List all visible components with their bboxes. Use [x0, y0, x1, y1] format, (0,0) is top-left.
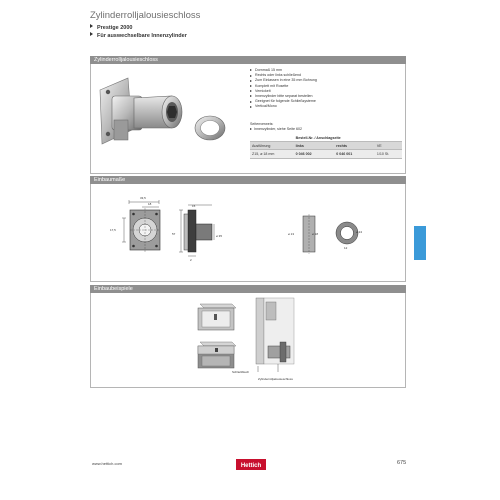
table-row	[250, 150, 402, 158]
cell-ausfuehrung: Z15, ø 18 mm	[250, 150, 294, 158]
feature-item: Zum Einlassen in eine 35 mm Bohrung	[250, 78, 317, 83]
dimension-label: ø 13	[288, 232, 295, 236]
dimension-label: 33,5	[140, 196, 146, 200]
section-header-product	[90, 56, 406, 64]
dimension-drawing-front	[112, 196, 172, 266]
brand-logo-icon	[236, 459, 266, 470]
dimension-label: ø 18	[312, 232, 319, 236]
cell-ve: 1/10 St.	[375, 150, 402, 158]
callout-label: Schließblech	[232, 370, 250, 374]
feature-item: Rechts oder links schließend	[250, 73, 317, 78]
page-number: 675	[397, 460, 407, 466]
section-header-dimensions	[90, 176, 406, 184]
cabinet-closed-illustration	[194, 300, 238, 332]
feature-item: Vernickelt	[250, 89, 317, 94]
dimension-label: 15	[192, 204, 196, 208]
dimension-label: ø 24	[356, 230, 363, 234]
section-title-product: Zylinderrolljalousieschloss	[94, 57, 158, 63]
triangle-bullet-icon	[250, 128, 252, 130]
col-header-rechts: rechts	[334, 142, 375, 150]
feature-list	[250, 68, 317, 110]
table-group-header: Bestell-Nr. / Anschlagseite	[294, 134, 375, 142]
col-header-links: links	[294, 142, 335, 150]
triangle-bullet-icon	[90, 32, 93, 36]
dimension-drawing-side	[176, 196, 236, 266]
dimension-label: 2	[190, 258, 192, 262]
table-row	[250, 134, 402, 142]
triangle-bullet-icon	[90, 24, 93, 28]
page-reference-text: Innenzylinder, siehe Seite 602	[254, 127, 302, 131]
installation-detail-drawing	[254, 296, 298, 376]
callout-label: Zylinderrolljalousieschloss	[258, 377, 293, 381]
feature-item: Dornmaß 15 mm	[250, 68, 317, 73]
table-header-row	[250, 142, 402, 150]
page-title: Zylinderrolljalousieschloss	[90, 10, 201, 21]
section-title-dimensions: Einbaumaße	[94, 177, 126, 183]
dimension-label: 17,5	[110, 228, 116, 232]
cabinet-open-illustration	[194, 338, 238, 370]
feature-item: Innenzylinder bitte separat bestellen	[250, 94, 317, 99]
feature-item: Geeignet für folgende Schließsysteme	[250, 99, 317, 104]
dimension-label: ø 35	[216, 234, 223, 238]
hettich-logo	[236, 457, 266, 468]
cell-rechts: 0 046 001	[334, 150, 375, 158]
subtitle-product	[90, 24, 132, 31]
subtitle-usage	[90, 32, 187, 39]
dimension-label: 57	[172, 232, 176, 236]
subtitle-product-text: Prestige 2000	[97, 25, 133, 31]
feature-item: Vertical/Mono	[250, 104, 317, 109]
page-reference-label: Seitenverweis:	[250, 122, 274, 126]
lock-product-image	[94, 70, 244, 166]
section-header-examples	[90, 285, 406, 293]
dimension-label: 12	[344, 246, 348, 250]
dimension-drawing-bore	[294, 212, 324, 256]
col-header-ve: VE	[375, 142, 402, 150]
cell-links: 0 046 002	[294, 150, 335, 158]
footer-url: www.hettich.com	[92, 461, 123, 466]
dimension-label: 18	[148, 202, 152, 206]
order-table	[250, 134, 402, 159]
col-header-ausfuehrung: Ausführung	[250, 142, 294, 150]
page-reference-line	[250, 127, 302, 132]
brand-logo-text: Hettich	[240, 463, 262, 469]
section-title-examples: Einbaubeispiele	[94, 286, 133, 292]
subtitle-usage-text: Für auswechselbare Innenzylinder	[97, 33, 187, 39]
feature-item: Komplett mit Rosette	[250, 84, 317, 89]
page-reference	[250, 122, 302, 132]
chapter-tab	[414, 226, 426, 260]
